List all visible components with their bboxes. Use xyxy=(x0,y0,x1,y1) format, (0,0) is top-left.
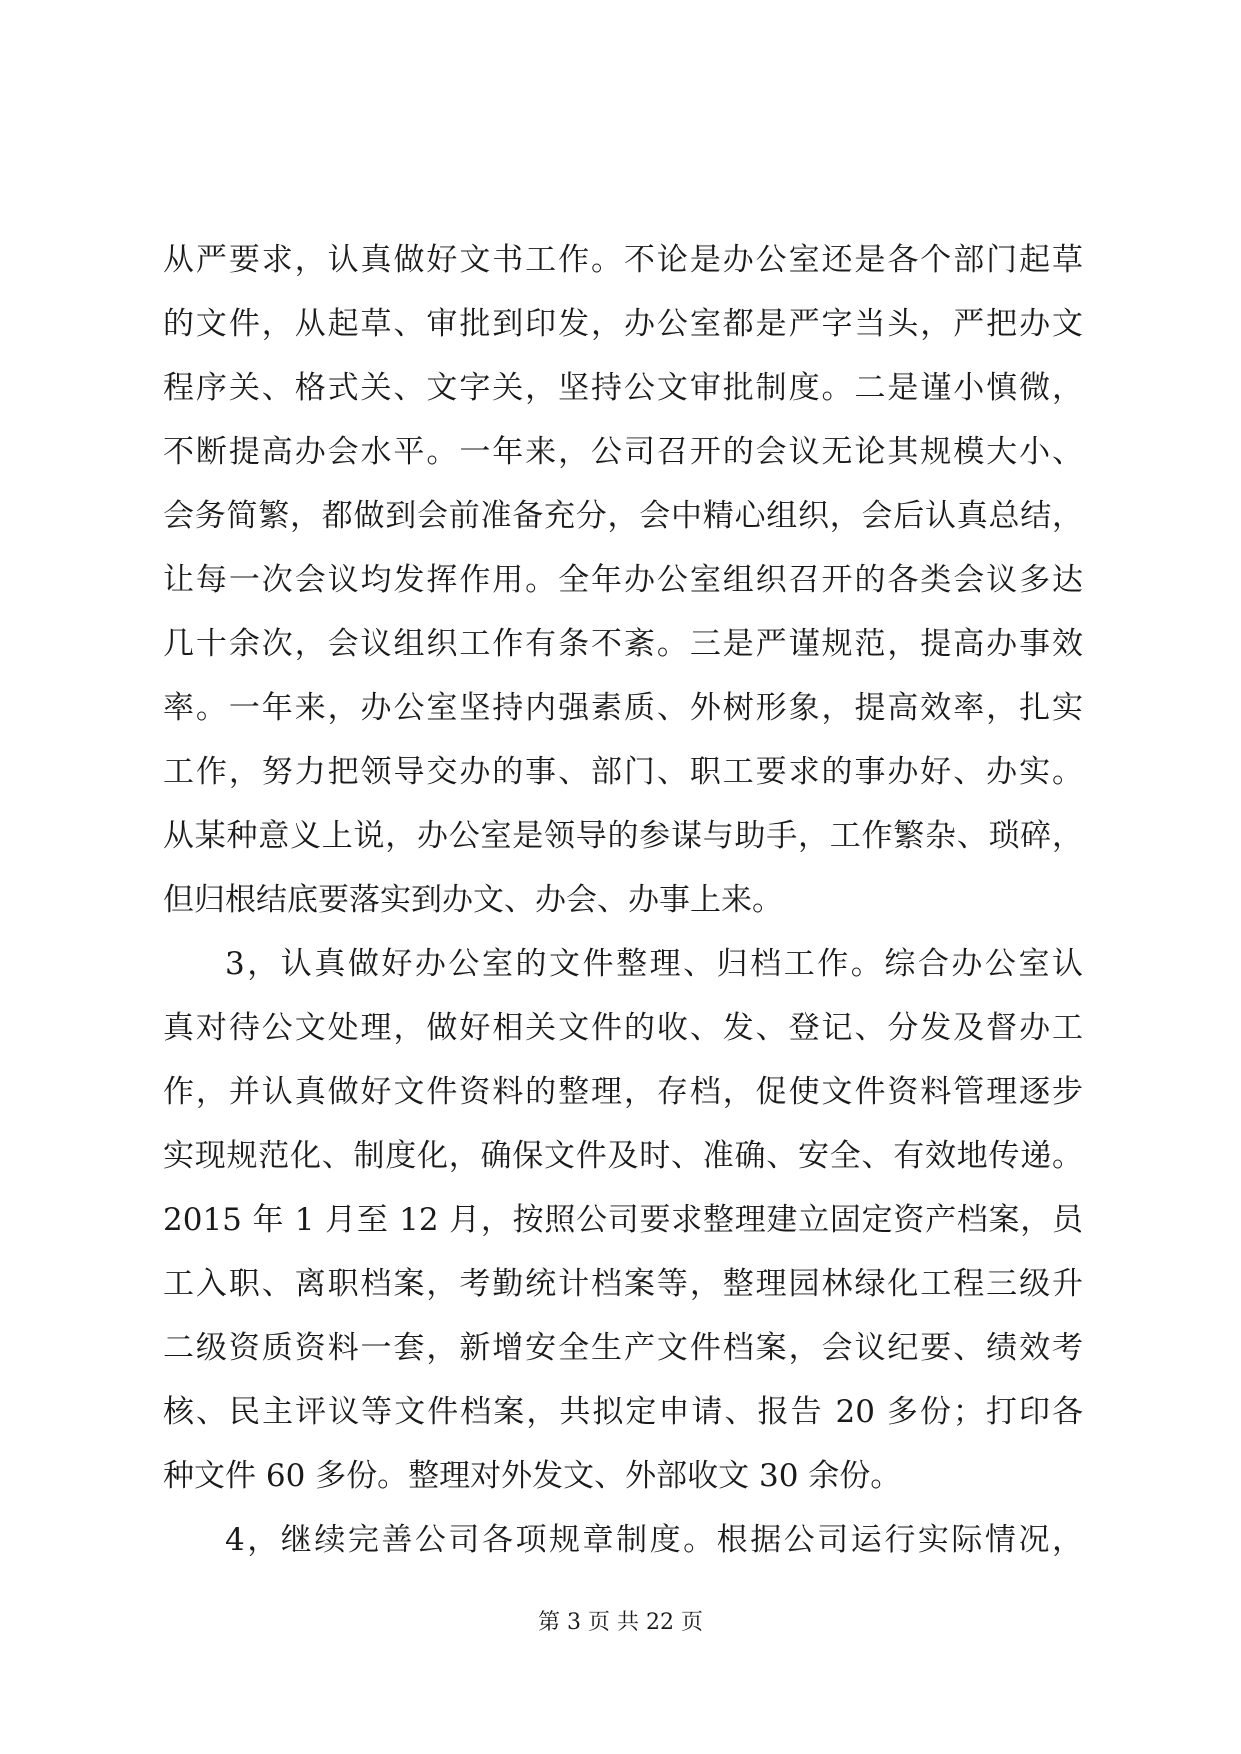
text-line: 3，认真做好办公室的文件整理、归档工作。综合办公室认 xyxy=(225,946,1083,982)
text-line: 不断提高办会水平。一年来，公司召开的会议无论其规模大小、 xyxy=(163,434,1083,470)
text-line: 种文件 60 多份。整理对外发文、外部收文 30 余份。 xyxy=(163,1458,902,1494)
page-footer xyxy=(0,1608,1241,1638)
text-line: 程序关、格式关、文字关，坚持公文审批制度。二是谨小慎微， xyxy=(163,370,1083,406)
text-line: 几十余次，会议组织工作有条不紊。三是严谨规范，提高办事效 xyxy=(163,626,1083,662)
text-line: 会务简繁，都做到会前准备充分，会中精心组织，会后认真总结， xyxy=(163,498,1083,534)
text-line: 工入职、离职档案，考勤统计档案等，整理园林绿化工程三级升 xyxy=(163,1266,1083,1302)
text-line: 工作，努力把领导交办的事、部门、职工要求的事办好、办实。 xyxy=(163,754,1083,790)
text-line: 从某种意义上说，办公室是领导的参谋与助手，工作繁杂、琐碎， xyxy=(163,818,1083,854)
paragraph-1 xyxy=(163,228,1083,932)
text-line: 2015 年 1 月至 12 月，按照公司要求整理建立固定资产档案，员 xyxy=(163,1202,1083,1238)
text-line: 的文件，从起草、审批到印发，办公室都是严字当头，严把办文 xyxy=(163,306,1083,342)
text-line: 从严要求，认真做好文书工作。不论是办公室还是各个部门起草 xyxy=(163,242,1083,278)
page-number-label: 第 3 页 共 22 页 xyxy=(538,1610,703,1635)
text-line: 真对待公文处理，做好相关文件的收、发、登记、分发及督办工 xyxy=(163,1010,1083,1046)
paragraph-2 xyxy=(163,932,1083,1508)
text-line: 4，继续完善公司各项规章制度。根据公司运行实际情况， xyxy=(225,1522,1083,1558)
body-text xyxy=(163,228,1083,1572)
text-line: 但归根结底要落实到办文、办会、办事上来。 xyxy=(163,882,783,918)
text-line: 率。一年来，办公室坚持内强素质、外树形象，提高效率，扎实 xyxy=(163,690,1083,726)
text-line: 实现规范化、制度化，确保文件及时、准确、安全、有效地传递。 xyxy=(163,1138,1083,1174)
text-line: 作，并认真做好文件资料的整理，存档，促使文件资料管理逐步 xyxy=(163,1074,1083,1110)
text-line: 二级资质资料一套，新增安全生产文件档案，会议纪要、绩效考 xyxy=(163,1330,1083,1366)
text-line: 让每一次会议均发挥作用。全年办公室组织召开的各类会议多达 xyxy=(163,562,1083,598)
paragraph-3 xyxy=(163,1508,1083,1572)
text-line: 核、民主评议等文件档案，共拟定申请、报告 20 多份；打印各 xyxy=(163,1394,1083,1430)
